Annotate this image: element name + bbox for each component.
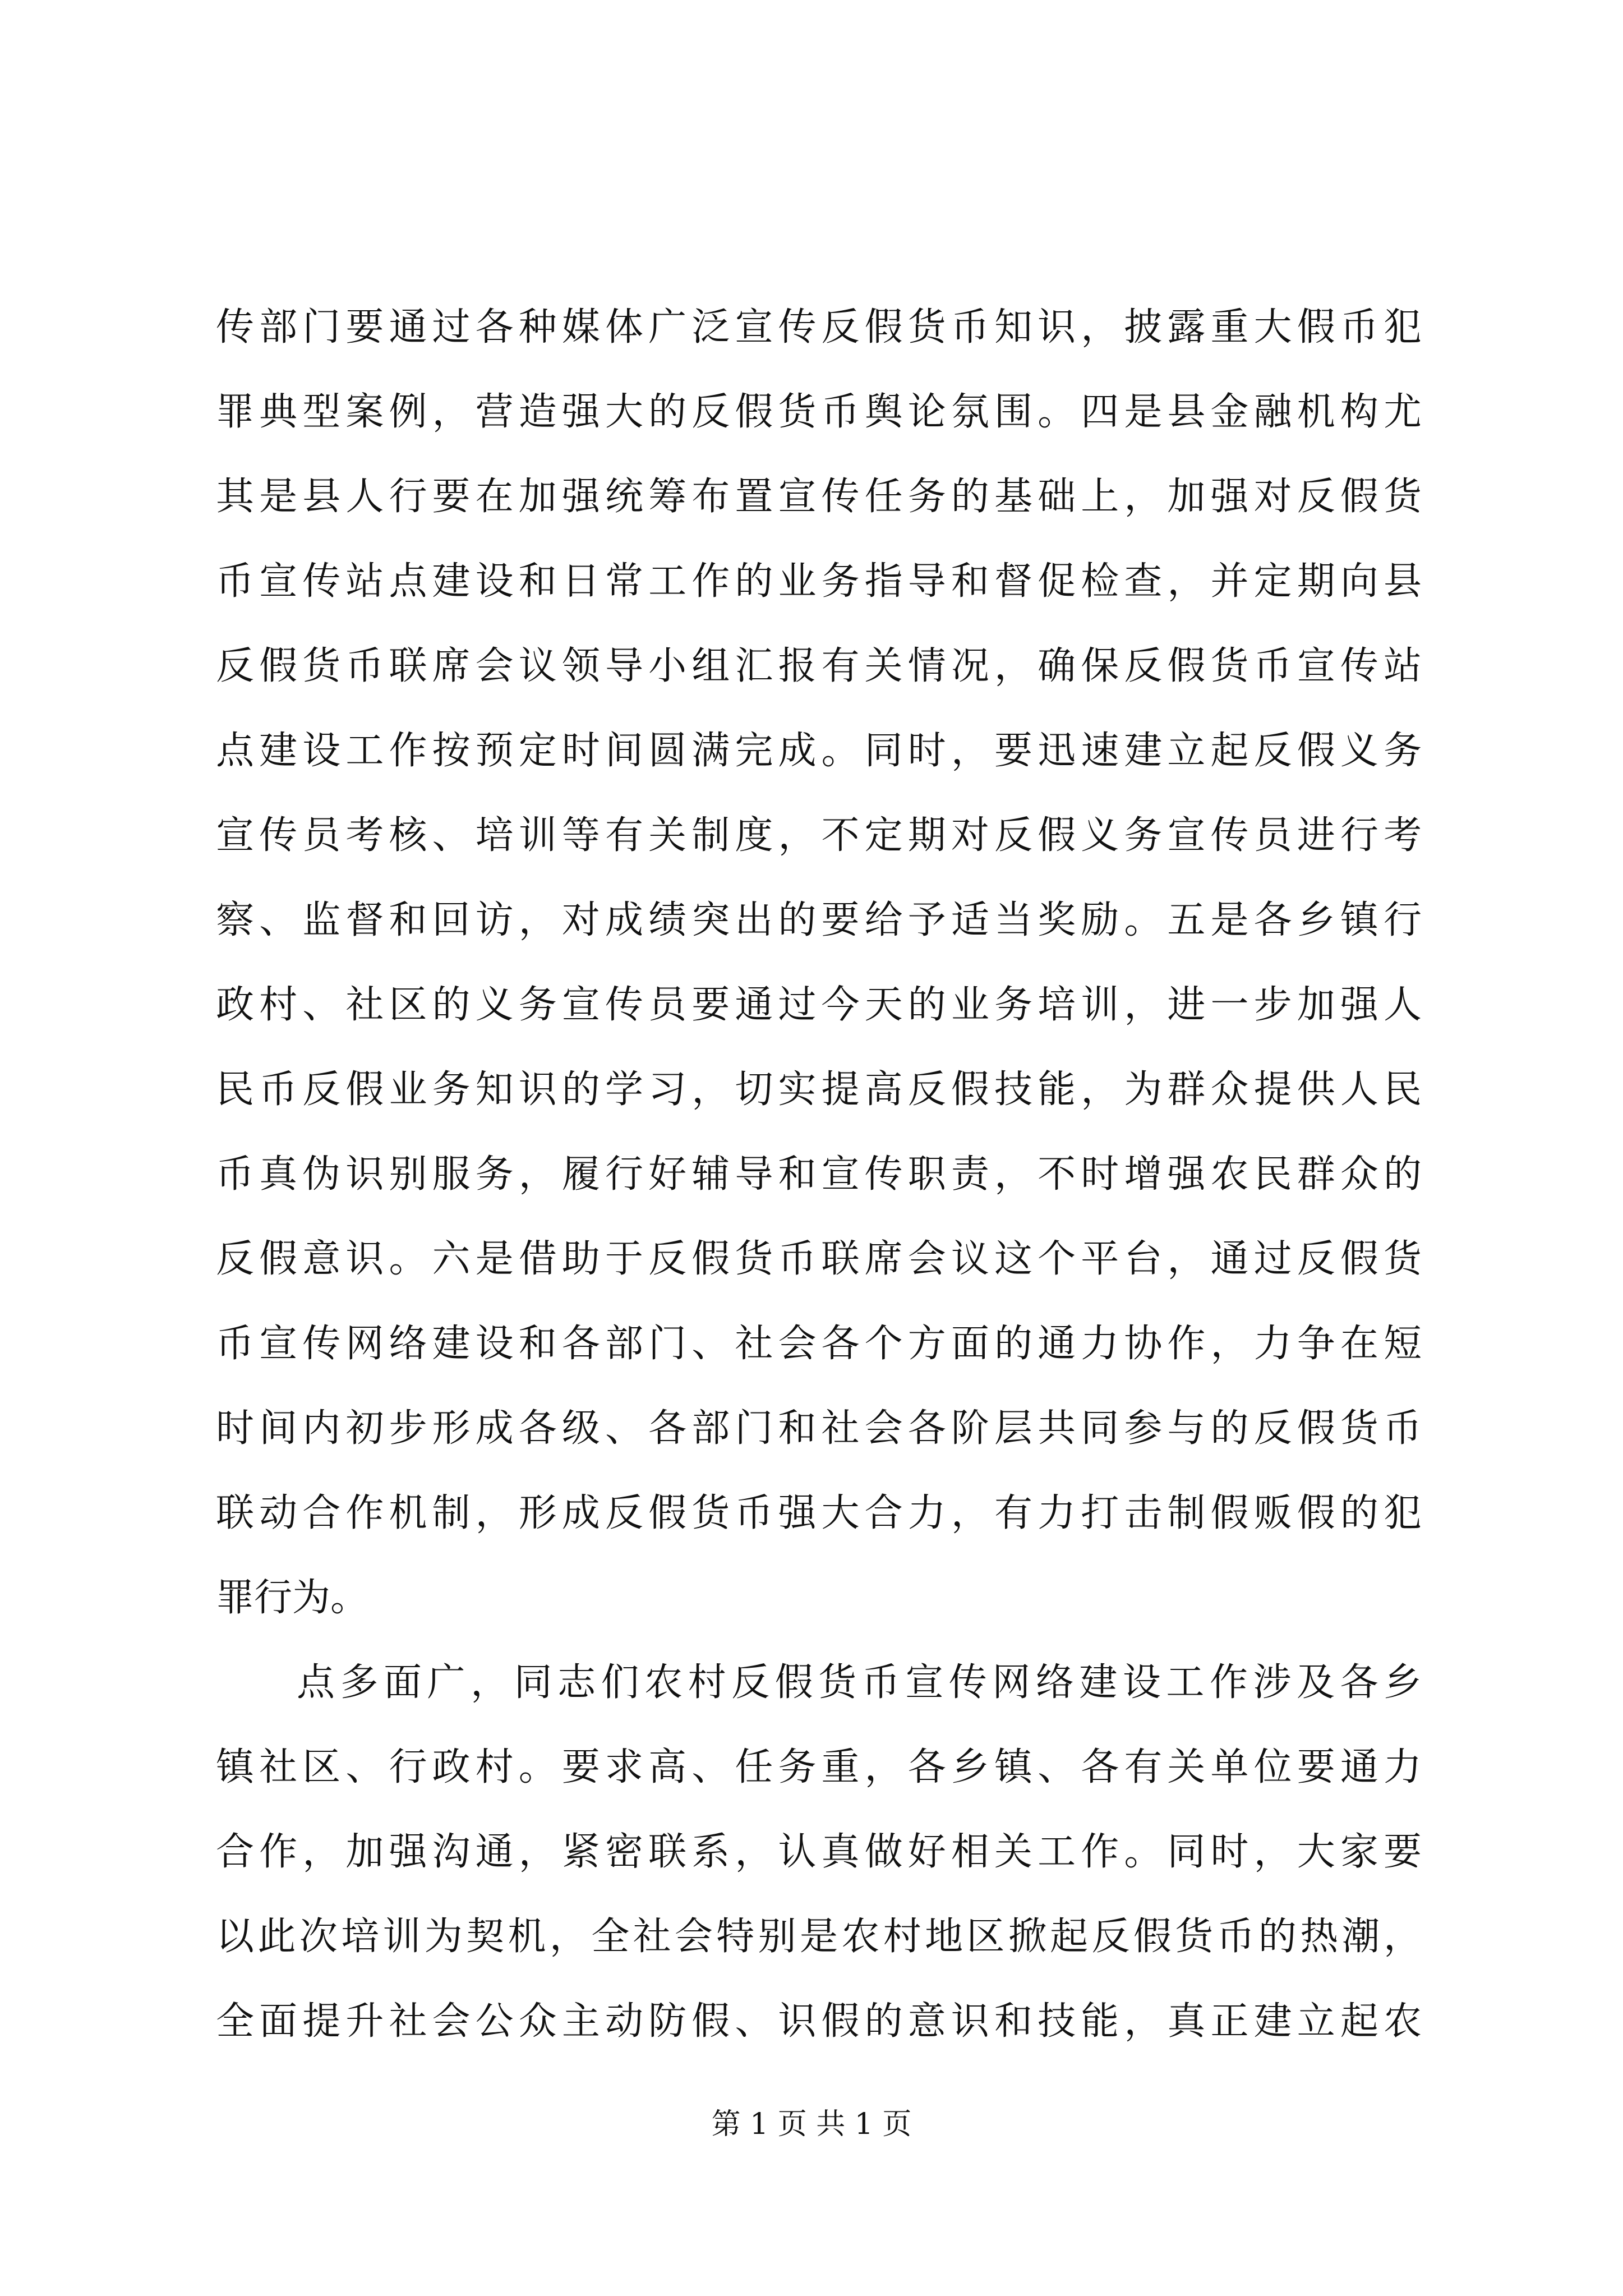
text-line: 镇社区、行政村。要求高、任务重，各乡镇、各有关单位要通力 [216,1745,1422,1789]
text-line: 罪行为。 [216,1576,369,1620]
text-line: 币真伪识别服务，履行好辅导和宣传职责，不时增强农民群众的 [216,1152,1422,1197]
text-line: 联动合作机制，形成反假货币强大合力，有力打击制假贩假的犯 [216,1491,1422,1535]
text-line: 点建设工作按预定时间圆满完成。同时，要迅速建立起反假义务 [216,729,1422,773]
paragraph-2 [216,1640,1422,2064]
text-line: 反假货币联席会议领导小组汇报有关情况，确保反假货币宣传站 [216,644,1422,688]
text-line: 政村、社区的义务宣传员要通过今天的业务培训，进一步加强人 [216,983,1422,1027]
text-line: 币宣传站点建设和日常工作的业务指导和督促检查，并定期向县 [216,559,1422,604]
text-line: 罪典型案例，营造强大的反假货币舆论氛围。四是县金融机构尤 [216,390,1422,434]
text-line: 传部门要通过各种媒体广泛宣传反假货币知识，披露重大假币犯 [216,305,1422,349]
text-line: 以此次培训为契机，全社会特别是农村地区掀起反假货币的热潮， [216,1915,1422,1959]
page-number-label: 第 1 页 共 1 页 [711,2108,912,2141]
text-line: 反假意识。六是借助于反假货币联席会议这个平台，通过反假货 [216,1237,1422,1281]
text-line: 察、监督和回访，对成绩突出的要给予适当奖励。五是各乡镇行 [216,898,1422,942]
body-text [216,285,1422,2064]
text-line: 宣传员考核、培训等有关制度，不定期对反假义务宣传员进行考 [216,813,1422,858]
text-line: 币宣传网络建设和各部门、社会各个方面的通力协作，力争在短 [216,1322,1422,1366]
text-line: 其是县人行要在加强统筹布置宣传任务的基础上，加强对反假货 [216,475,1422,519]
text-line: 全面提升社会公众主动防假、识假的意识和技能，真正建立起农 [216,1999,1422,2044]
page-footer [0,2105,1623,2144]
text-line: 合作，加强沟通，紧密联系，认真做好相关工作。同时，大家要 [216,1830,1422,1874]
text-line: 点多面广，同志们农村反假货币宣传网络建设工作涉及各乡 [297,1660,1422,1705]
text-line: 民币反假业务知识的学习，切实提高反假技能，为群众提供人民 [216,1068,1422,1112]
text-line: 时间内初步形成各级、各部门和社会各阶层共同参与的反假货币 [216,1406,1422,1451]
paragraph-1 [216,285,1422,1640]
